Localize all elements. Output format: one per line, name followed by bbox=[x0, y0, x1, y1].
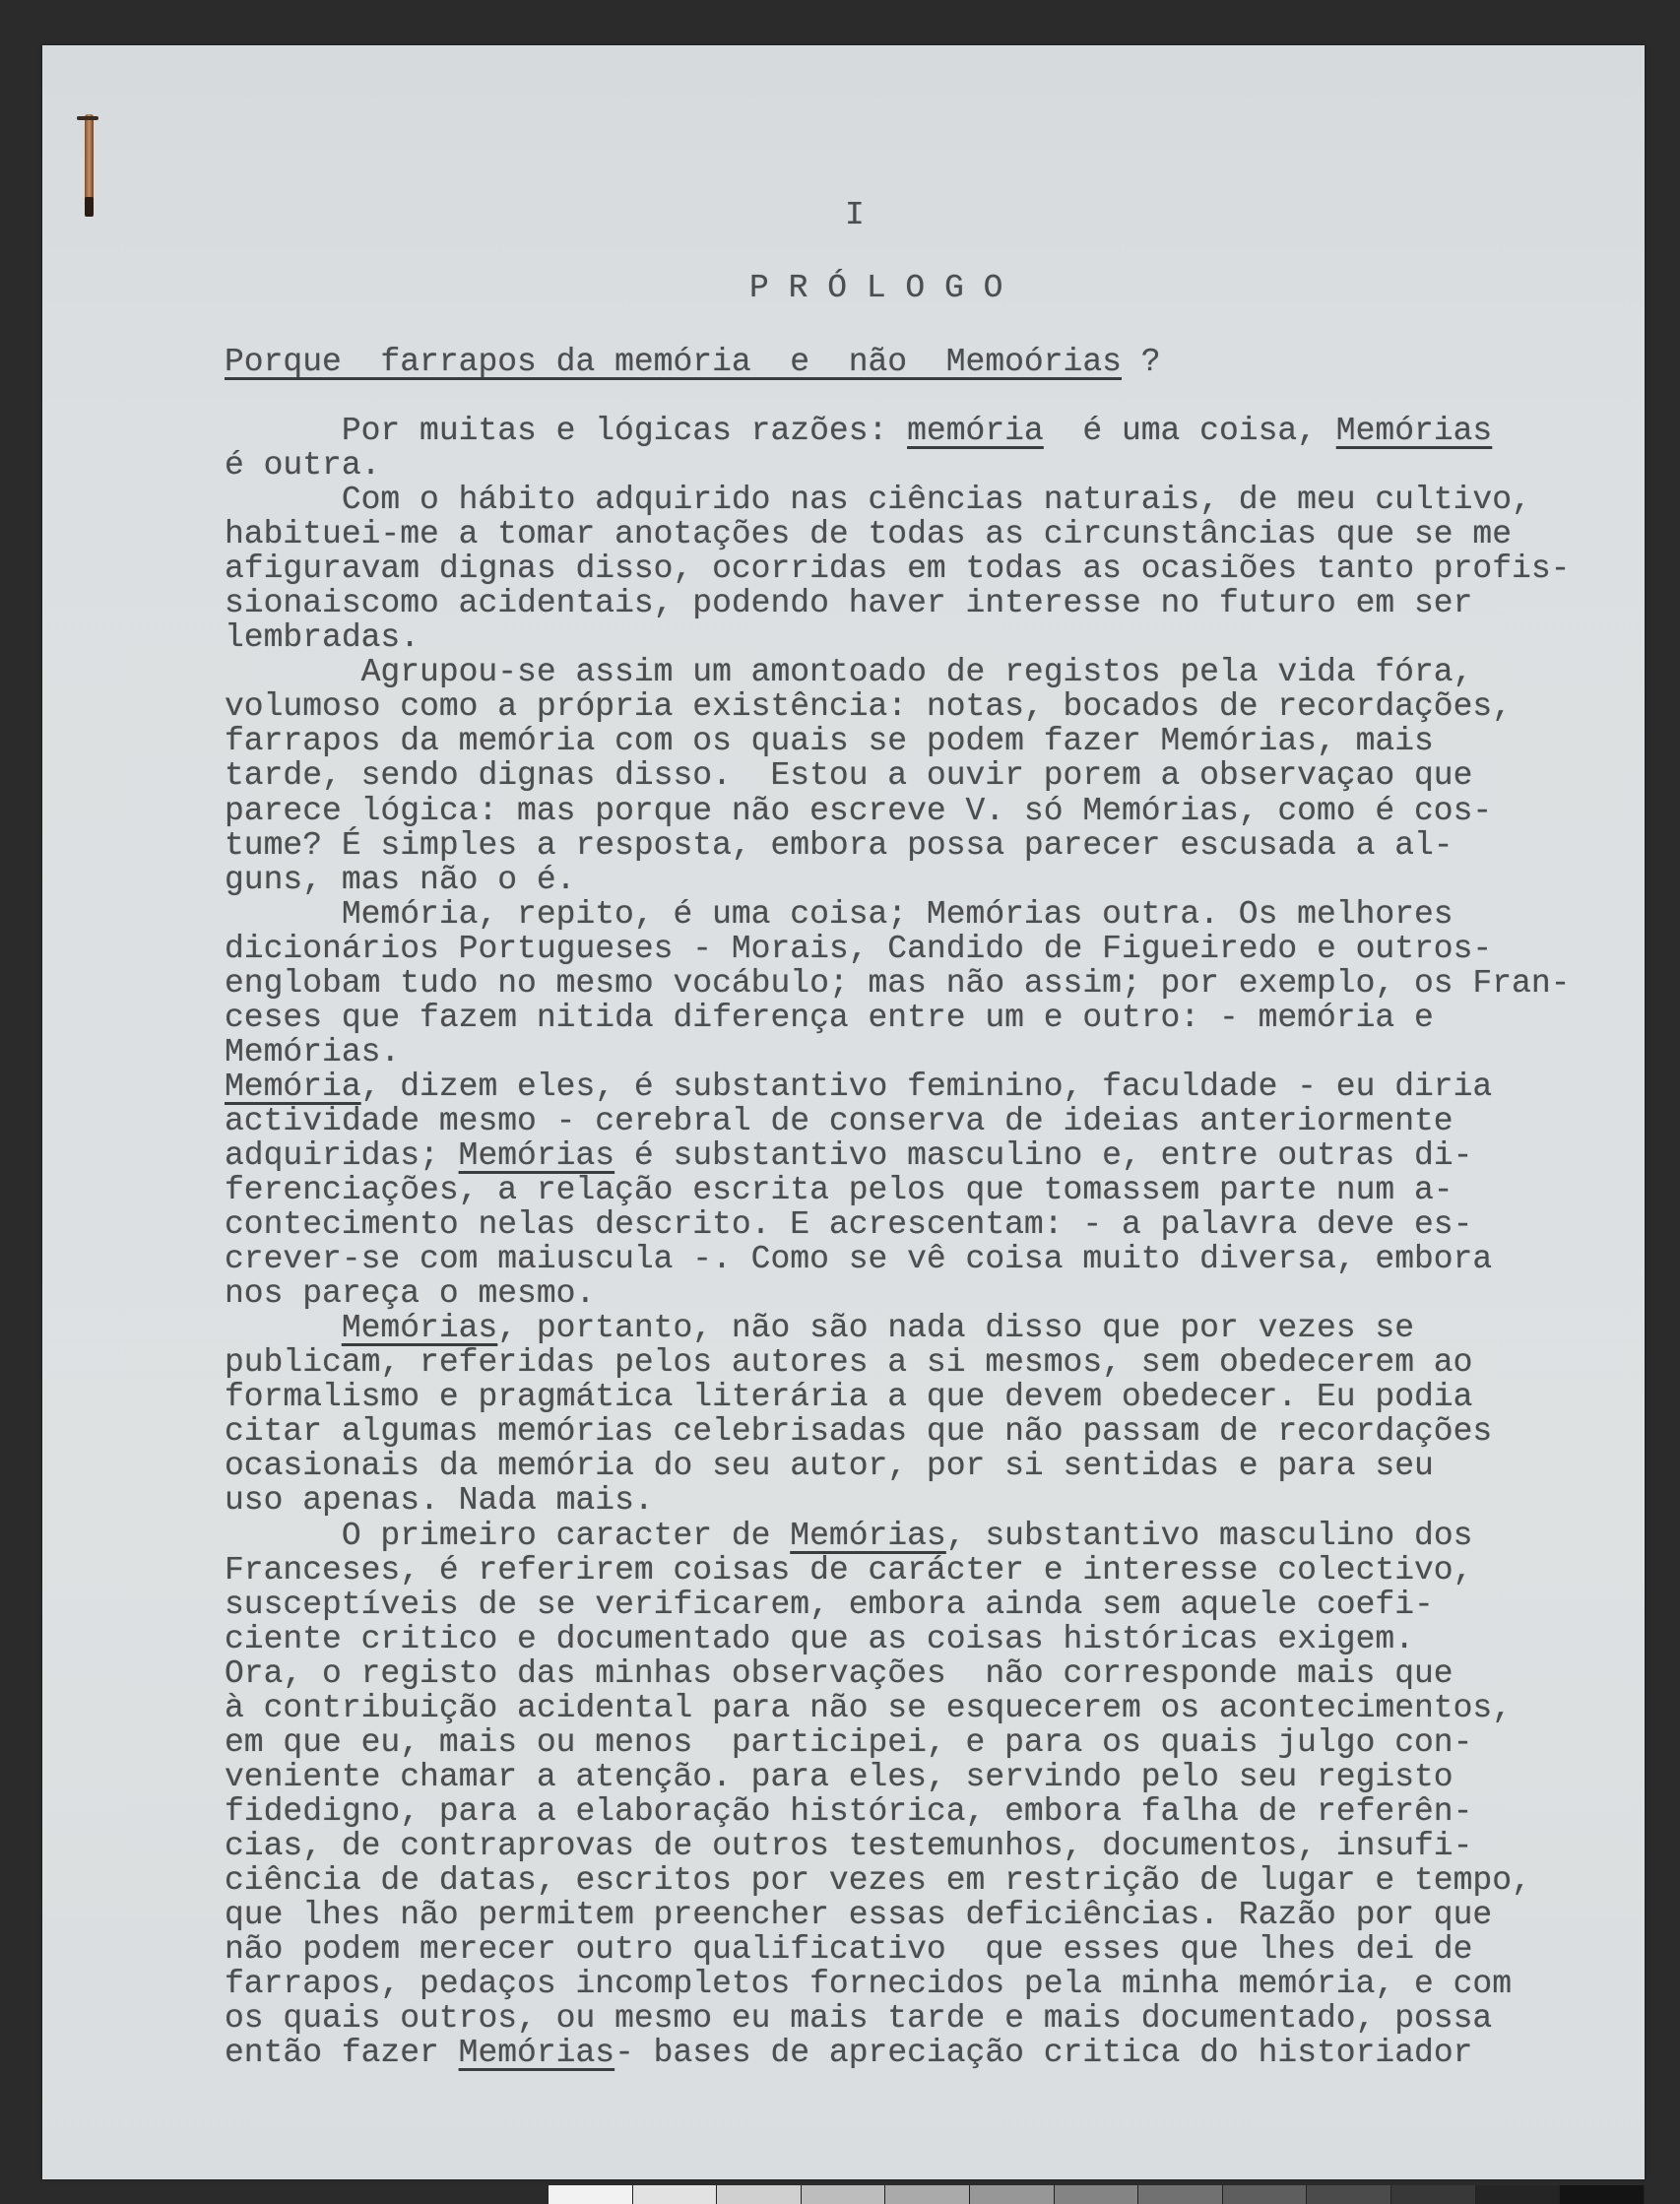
text-line: ferenciações, a relação escrita pelos que tomassem parte num a- bbox=[225, 1172, 1454, 1209]
text-segment: Por muitas e lógicas razões: bbox=[341, 413, 908, 449]
text-line: Ora, o registo das minhas observações não corresponde mais que bbox=[225, 1654, 1454, 1692]
text-line: ceses que fazem nitida diferença entre um e outro: - memória e bbox=[225, 999, 1434, 1036]
text-line: ocasionais da memória do seu autor, por si sentidas e para seu bbox=[225, 1448, 1434, 1485]
text-line: habituei-me a tomar anotações de todas as circunstâncias que se me bbox=[225, 516, 1513, 553]
calibration-patch bbox=[1223, 2185, 1308, 2204]
section-heading bbox=[225, 345, 1161, 379]
text-line: Agrupou-se assim um amontoado de registos pela vida fóra, bbox=[360, 654, 1473, 691]
text-segment: - bases de apreciação critica do historiador bbox=[614, 2035, 1473, 2072]
text-segment: , substantivo masculino dos bbox=[945, 1517, 1473, 1554]
chapter-number: I bbox=[845, 197, 865, 233]
underlined-word: Memórias bbox=[341, 1310, 498, 1347]
text-line bbox=[225, 1519, 1623, 1553]
text-line: em que eu, mais ou menos participei, e para os quais julgo con- bbox=[225, 1723, 1473, 1761]
text-line: contecimento nelas descrito. E acrescentam: - a palavra deve es- bbox=[225, 1206, 1473, 1244]
text-line: publicam, referidas pelos autores a si mesmos, sem obedecerem ao bbox=[225, 1344, 1473, 1382]
text-line bbox=[225, 1138, 1623, 1173]
underlined-word: Memórias bbox=[1335, 413, 1493, 449]
text-segment: , dizem eles, é substantivo feminino, faculdade - eu diria bbox=[360, 1068, 1493, 1105]
text-line: guns, mas não o é. bbox=[225, 861, 576, 898]
text-line: Memória, repito, é uma coisa; Memórias outra. Os melhores bbox=[341, 895, 1454, 933]
text-segment: é uma coisa, bbox=[1043, 413, 1336, 449]
text-line: citar algumas memórias celebrisadas que não passam de recordações bbox=[225, 1413, 1493, 1451]
text-line: volumoso como a própria existência: notas, bocados de recordações, bbox=[225, 688, 1513, 726]
staple-end bbox=[85, 197, 94, 217]
text-line: crever-se com maiuscula -. Como se vê coisa muito diversa, embora bbox=[225, 1241, 1493, 1278]
calibration-patch bbox=[1476, 2185, 1561, 2204]
text-segment: adquiridas; bbox=[225, 1136, 459, 1174]
text-segment: , portanto, não são nada disso que por vezes se bbox=[497, 1310, 1415, 1347]
text-line: não podem merecer outro qualificativo que esses que lhes dei de bbox=[225, 1931, 1473, 1969]
underlined-word: Memórias bbox=[790, 1517, 946, 1554]
text-line: os quais outros, ou mesmo eu mais tarde e mais documentado, possa bbox=[225, 2000, 1493, 2038]
text-line: uso apenas. Nada mais. bbox=[225, 1482, 654, 1520]
text-line bbox=[225, 2036, 1623, 2070]
text-line: ciência de datas, escritos por vezes em restrição de lugar e tempo, bbox=[225, 1861, 1531, 1899]
text-line: nos pareça o mesmo. bbox=[225, 1275, 596, 1313]
text-line: sionaiscomo acidentais, podendo haver interesse no futuro em ser bbox=[225, 585, 1473, 622]
underlined-word: Memórias bbox=[458, 2035, 615, 2072]
calibration-patch bbox=[1560, 2185, 1645, 2204]
text-line bbox=[225, 1070, 1623, 1104]
text-line: veniente chamar a atenção. para eles, servindo pelo seu registo bbox=[225, 1758, 1454, 1795]
text-line: tarde, sendo dignas disso. Estou a ouvir porem a observaçao que bbox=[225, 757, 1473, 795]
text-line: farrapos da memória com os quais se podem fazer Memórias, mais bbox=[225, 723, 1434, 760]
text-line: Com o hábito adquirido nas ciências naturais, de meu cultivo, bbox=[341, 482, 1531, 519]
text-line: à contribuição acidental para não se esquecerem os acontecimentos, bbox=[225, 1689, 1513, 1726]
text-line: formalismo e pragmática literária a que devem obedecer. Eu podia bbox=[225, 1379, 1473, 1416]
text-line: lembradas. bbox=[225, 619, 420, 657]
calibration-patch bbox=[1391, 2185, 1476, 2204]
prologue-body bbox=[225, 414, 1623, 2070]
text-line: Franceses, é referirem coisas de carácter e interesse colectivo, bbox=[225, 1551, 1473, 1588]
calibration-patch bbox=[549, 2185, 633, 2204]
text-line: ciente critico e documentado que as coisas históricas exigem. bbox=[225, 1620, 1414, 1657]
text-line: dicionários Portugueses - Morais, Candido de Figueiredo e outros- bbox=[225, 930, 1493, 967]
chapter-title: P R Ó L O G O bbox=[749, 270, 1003, 306]
underlined-word: memória bbox=[907, 413, 1044, 449]
text-line: fidedigno, para a elaboração histórica, embora falha de referên- bbox=[225, 1792, 1473, 1830]
text-line: é outra. bbox=[225, 447, 381, 485]
calibration-patch bbox=[970, 2185, 1055, 2204]
calibration-patch bbox=[633, 2185, 718, 2204]
text-line: farrapos, pedaços incompletos fornecidos pela minha memória, e com bbox=[225, 1966, 1513, 2003]
underlined-word: Memória bbox=[225, 1068, 361, 1105]
staple-mark bbox=[85, 114, 94, 209]
calibration-patch bbox=[1055, 2185, 1139, 2204]
calibration-strip bbox=[549, 2185, 1645, 2204]
text-line bbox=[225, 1311, 1623, 1345]
calibration-patch bbox=[1138, 2185, 1223, 2204]
calibration-patch bbox=[717, 2185, 802, 2204]
text-line: actividade mesmo - cerebral de conserva de ideias anteriormente bbox=[225, 1102, 1454, 1139]
heading-question-mark: ? bbox=[1121, 344, 1161, 380]
text-line bbox=[225, 414, 1623, 448]
calibration-patch bbox=[802, 2185, 886, 2204]
text-segment: é substantivo masculino e, entre outras di- bbox=[614, 1136, 1473, 1174]
text-segment: então fazer bbox=[225, 2035, 459, 2072]
text-line: Memórias. bbox=[225, 1033, 401, 1070]
staple-head bbox=[77, 116, 98, 120]
heading-underlined-text: Porque farrapos da memória e não Memoórias bbox=[225, 344, 1122, 380]
text-line: tume? É simples a resposta, embora possa parecer escusada a al- bbox=[225, 826, 1454, 864]
text-line: que lhes não permitem preencher essas deficiências. Razão por que bbox=[225, 1897, 1493, 1934]
underlined-word: Memórias bbox=[458, 1136, 615, 1174]
text-line: susceptíveis de se verificarem, embora ainda sem aquele coefi- bbox=[225, 1586, 1434, 1623]
calibration-patch bbox=[1307, 2185, 1391, 2204]
text-line: englobam tudo no mesmo vocábulo; mas não assim; por exemplo, os Fran- bbox=[225, 964, 1571, 1002]
text-line: afiguravam dignas disso, ocorridas em todas as ocasiões tanto profis- bbox=[225, 551, 1571, 588]
text-segment: O primeiro caracter de bbox=[341, 1517, 791, 1554]
calibration-patch bbox=[885, 2185, 970, 2204]
text-line: cias, de contraprovas de outros testemunhos, documentos, insufi- bbox=[225, 1827, 1473, 1864]
text-line: parece lógica: mas porque não escreve V. só Memórias, como é cos- bbox=[225, 792, 1493, 829]
